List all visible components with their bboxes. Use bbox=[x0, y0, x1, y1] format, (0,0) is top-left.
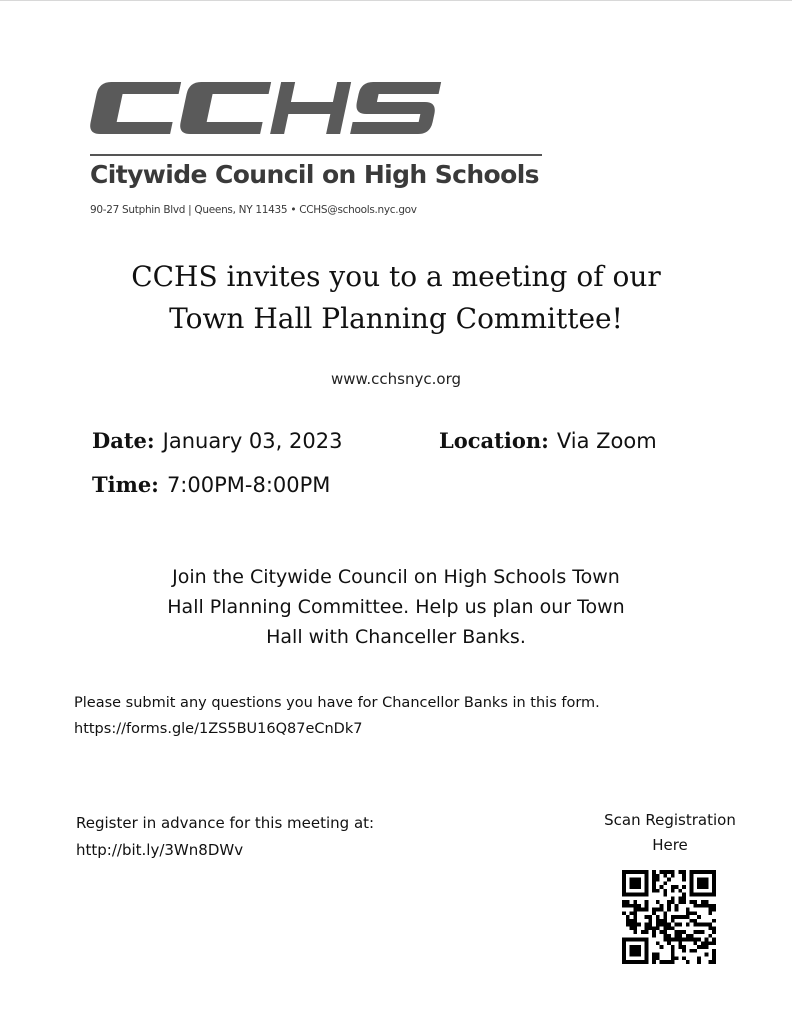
date-label: Date: bbox=[92, 428, 155, 453]
time-label: Time: bbox=[92, 472, 159, 497]
date-value: January 03, 2023 bbox=[162, 429, 343, 453]
headline-line-1: CCHS invites you to a meeting of our bbox=[131, 260, 661, 293]
logo-divider bbox=[90, 154, 542, 156]
organization-name: Citywide Council on High Schools bbox=[90, 160, 539, 189]
time-detail bbox=[92, 472, 330, 498]
registration-qr-code-icon[interactable] bbox=[622, 870, 716, 964]
registration-section bbox=[76, 810, 496, 864]
location-detail bbox=[439, 428, 657, 454]
location-value: Via Zoom bbox=[556, 429, 657, 453]
qr-label-line-2: Here bbox=[652, 836, 688, 854]
page-top-border bbox=[0, 0, 792, 1]
questions-section bbox=[74, 690, 774, 742]
cchs-logo bbox=[90, 78, 550, 228]
time-value: 7:00PM-8:00PM bbox=[166, 473, 331, 497]
organization-address: 90-27 Sutphin Blvd | Queens, NY 11435 • CCHS@schools.nyc.gov bbox=[90, 204, 417, 216]
description-line-1: Join the Citywide Council on High Schools Town bbox=[172, 566, 620, 588]
registration-link[interactable]: http://bit.ly/3Wn8DWv bbox=[76, 841, 244, 859]
qr-label-line-1: Scan Registration bbox=[604, 811, 736, 829]
website-link[interactable]: www.cchsnyc.org bbox=[330, 370, 461, 388]
headline-line-2: Town Hall Planning Committee! bbox=[169, 302, 623, 335]
date-detail bbox=[92, 428, 342, 454]
description-line-3: Hall with Chanceller Banks. bbox=[266, 626, 526, 648]
description bbox=[0, 562, 792, 652]
description-line-2: Hall Planning Committee. Help us plan our Town bbox=[167, 596, 625, 618]
registration-text: Register in advance for this meeting at: bbox=[76, 814, 375, 832]
questions-text: Please submit any questions you have for Chancellor Banks in this form. bbox=[74, 695, 600, 711]
qr-label bbox=[580, 808, 760, 858]
questions-form-link[interactable]: https://forms.gle/1ZS5BU16Q87eCnDk7 bbox=[74, 721, 363, 737]
cchs-wordmark-graphic bbox=[90, 78, 450, 138]
location-label: Location: bbox=[439, 428, 549, 453]
headline bbox=[0, 256, 792, 340]
